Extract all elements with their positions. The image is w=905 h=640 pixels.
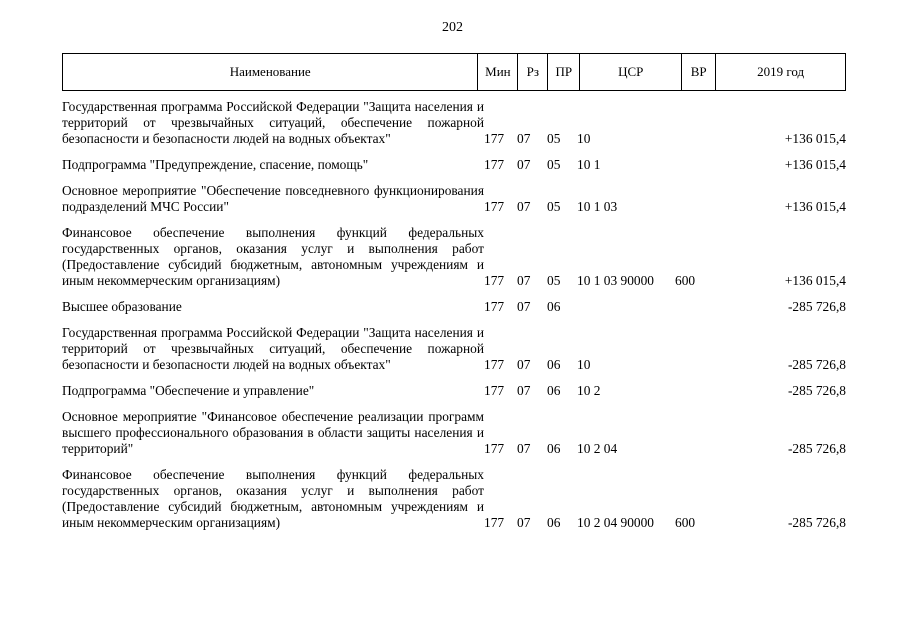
cell-rz: 07 [517, 273, 531, 288]
cell-pr: 05 [547, 273, 561, 288]
cell-name: Высшее образование [62, 299, 182, 314]
cell-rz: 07 [517, 157, 531, 172]
cell-pr: 06 [547, 515, 561, 530]
cell-csr: 10 [577, 131, 591, 146]
cell-rz: 07 [517, 131, 531, 146]
cell-pr: 06 [547, 299, 561, 314]
cell-rz: 07 [517, 515, 531, 530]
cell-vr [675, 173, 715, 215]
cell-vr: 600 [675, 273, 696, 288]
cell-amount: -285 726,8 [787, 299, 846, 314]
table-row [62, 95, 846, 147]
cell-name: Государственная программа Российской Федерации "Защита населения и территорий от чрезвычайных ситуаций, обеспечение пожарной безопасности и безопасности людей на водных объектах" [62, 325, 484, 372]
cell-amount: -285 726,8 [787, 383, 846, 398]
cell-vr [675, 95, 715, 147]
header-rz: Рз [518, 54, 548, 91]
table-row [62, 373, 846, 399]
cell-csr: 10 2 [577, 383, 601, 398]
table-row [62, 457, 846, 531]
cell-name: Основное мероприятие "Обеспечение повседневного функционирования подразделений МЧС России" [62, 183, 484, 214]
cell-amount: -285 726,8 [787, 441, 846, 456]
cell-min: 177 [484, 273, 505, 288]
cell-amount: +136 015,4 [784, 131, 846, 146]
cell-csr: 10 2 04 [577, 441, 618, 456]
cell-min: 177 [484, 157, 505, 172]
cell-min: 177 [484, 383, 505, 398]
cell-amount: +136 015,4 [784, 157, 846, 172]
cell-min: 177 [484, 131, 505, 146]
cell-pr: 06 [547, 441, 561, 456]
cell-csr: 10 1 [577, 157, 601, 172]
cell-rz: 07 [517, 199, 531, 214]
cell-pr: 05 [547, 131, 561, 146]
header-pr: ПР [548, 54, 580, 91]
cell-pr: 06 [547, 357, 561, 372]
cell-name: Финансовое обеспечение выполнения функций федеральных государственных органов, оказания услуг и выполнения работ (Предоставление субсидий бюджетным, автономным учреждениям и иным некоммерческим организациям) [62, 225, 484, 288]
header-year: 2019 год [716, 54, 846, 91]
table-row [62, 173, 846, 215]
header-csr: ЦСР [580, 54, 682, 91]
cell-name: Основное мероприятие "Финансовое обеспечение реализации программ высшего профессионального образования в области защиты населения и территорий" [62, 409, 484, 456]
cell-vr [675, 289, 715, 315]
cell-name: Подпрограмма "Предупреждение, спасение, помощь" [62, 157, 369, 172]
cell-min: 177 [484, 515, 505, 530]
cell-min: 177 [484, 299, 505, 314]
cell-csr: 10 1 03 [577, 199, 618, 214]
cell-csr [577, 289, 675, 315]
table-row [62, 215, 846, 289]
cell-pr: 05 [547, 157, 561, 172]
cell-vr [675, 147, 715, 173]
cell-csr: 10 1 03 90000 [577, 273, 654, 288]
cell-rz: 07 [517, 357, 531, 372]
cell-amount: +136 015,4 [784, 273, 846, 288]
cell-amount: -285 726,8 [787, 515, 846, 530]
cell-csr: 10 [577, 357, 591, 372]
cell-pr: 05 [547, 199, 561, 214]
cell-vr [675, 399, 715, 457]
cell-pr: 06 [547, 383, 561, 398]
cell-rz: 07 [517, 383, 531, 398]
table-header [62, 53, 846, 91]
cell-csr: 10 2 04 90000 [577, 515, 654, 530]
cell-rz: 07 [517, 441, 531, 456]
cell-vr [675, 373, 715, 399]
cell-name: Государственная программа Российской Федерации "Защита населения и территорий от чрезвычайных ситуаций, обеспечение пожарной безопасности и безопасности людей на водных объектах" [62, 99, 484, 146]
cell-name: Подпрограмма "Обеспечение и управление" [62, 383, 315, 398]
cell-amount: +136 015,4 [784, 199, 846, 214]
cell-min: 177 [484, 199, 505, 214]
header-vr: ВР [682, 54, 716, 91]
cell-name: Финансовое обеспечение выполнения функций федеральных государственных органов, оказания услуг и выполнения работ (Предоставление субсидий бюджетным, автономным учреждениям и иным некоммерческим организациям) [62, 467, 484, 530]
table-row [62, 147, 846, 173]
cell-rz: 07 [517, 299, 531, 314]
cell-min: 177 [484, 441, 505, 456]
budget-table [62, 95, 846, 531]
header-min: Мин [478, 54, 518, 91]
cell-amount: -285 726,8 [787, 357, 846, 372]
table-row [62, 289, 846, 315]
page-number: 202 [442, 20, 463, 35]
cell-vr: 600 [675, 515, 696, 530]
cell-vr [675, 315, 715, 373]
table-row [62, 315, 846, 373]
cell-min: 177 [484, 357, 505, 372]
table-row [62, 399, 846, 457]
header-name: Наименование [63, 54, 478, 91]
